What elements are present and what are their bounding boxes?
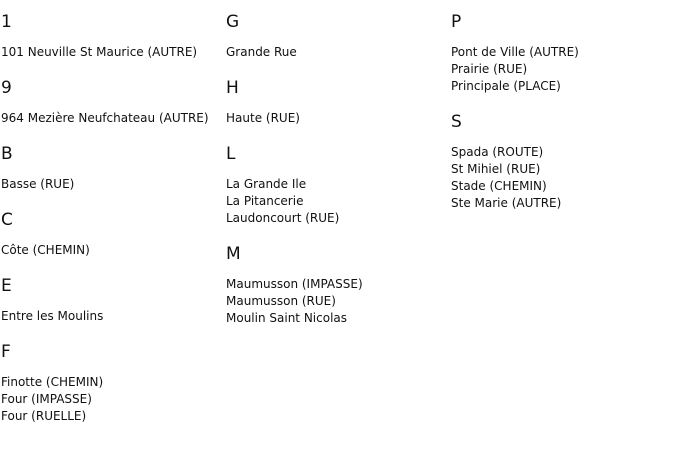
street-link[interactable]: Côte (CHEMIN): [1, 243, 90, 257]
street-link[interactable]: Prairie (RUE): [451, 62, 528, 76]
street-link[interactable]: Stade (CHEMIN): [451, 179, 547, 193]
letter-heading: S: [451, 112, 462, 132]
street-link[interactable]: Four (RUELLE): [1, 409, 87, 423]
street-link[interactable]: Finotte (CHEMIN): [1, 375, 104, 389]
letter-group: [1, 210, 221, 259]
letter-group: [226, 78, 446, 127]
letter-heading: 9: [1, 78, 12, 98]
street-list: [226, 176, 446, 227]
letter-heading: H: [226, 78, 239, 98]
letter-group: [451, 112, 671, 212]
street-link[interactable]: Spada (ROUTE): [451, 145, 544, 159]
letter-heading: C: [1, 210, 13, 230]
street-list: [1, 374, 221, 425]
street-link[interactable]: Pont de Ville (AUTRE): [451, 45, 579, 59]
index-column-2: [226, 0, 446, 327]
street-list: [226, 110, 446, 127]
letter-group: [1, 78, 221, 127]
letter-heading: L: [226, 144, 236, 164]
street-link[interactable]: Haute (RUE): [226, 111, 300, 125]
letter-group: [1, 12, 221, 61]
street-list: [226, 44, 446, 61]
letter-group: [1, 144, 221, 193]
street-link[interactable]: Maumusson (RUE): [226, 294, 336, 308]
index-column-3: [451, 0, 671, 212]
letter-group: [226, 12, 446, 61]
street-link[interactable]: 101 Neuville St Maurice (AUTRE): [1, 45, 198, 59]
street-link[interactable]: Four (IMPASSE): [1, 392, 92, 406]
street-link[interactable]: Ste Marie (AUTRE): [451, 196, 562, 210]
street-list: [451, 44, 671, 95]
street-list: [1, 242, 221, 259]
letter-group: [226, 144, 446, 227]
letter-heading: E: [1, 276, 12, 296]
street-link[interactable]: St Mihiel (RUE): [451, 162, 541, 176]
letter-heading: 1: [1, 12, 12, 32]
letter-group: [1, 276, 221, 325]
letter-heading: G: [226, 12, 240, 32]
street-link[interactable]: Grande Rue: [226, 45, 297, 59]
street-list: [1, 308, 221, 325]
street-link[interactable]: Moulin Saint Nicolas: [226, 311, 348, 325]
street-link[interactable]: Basse (RUE): [1, 177, 75, 191]
letter-heading: P: [451, 12, 462, 32]
letter-heading: M: [226, 244, 241, 264]
street-link[interactable]: Entre les Moulins: [1, 309, 104, 323]
street-list: [226, 276, 446, 327]
street-link[interactable]: 964 Mezière Neufchateau (AUTRE): [1, 111, 209, 125]
street-link[interactable]: La Grande Ile: [226, 177, 307, 191]
street-link[interactable]: La Pitancerie: [226, 194, 304, 208]
letter-heading: F: [1, 342, 11, 362]
street-link[interactable]: Maumusson (IMPASSE): [226, 277, 363, 291]
street-list: [1, 110, 221, 127]
letter-group: [1, 342, 221, 425]
street-list: [1, 176, 221, 193]
street-list: [1, 44, 221, 61]
letter-group: [226, 244, 446, 327]
street-link[interactable]: Laudoncourt (RUE): [226, 211, 340, 225]
letter-heading: B: [1, 144, 13, 164]
street-list: [451, 144, 671, 212]
index-column-1: [1, 0, 221, 425]
street-link[interactable]: Principale (PLACE): [451, 79, 561, 93]
letter-group: [451, 12, 671, 95]
